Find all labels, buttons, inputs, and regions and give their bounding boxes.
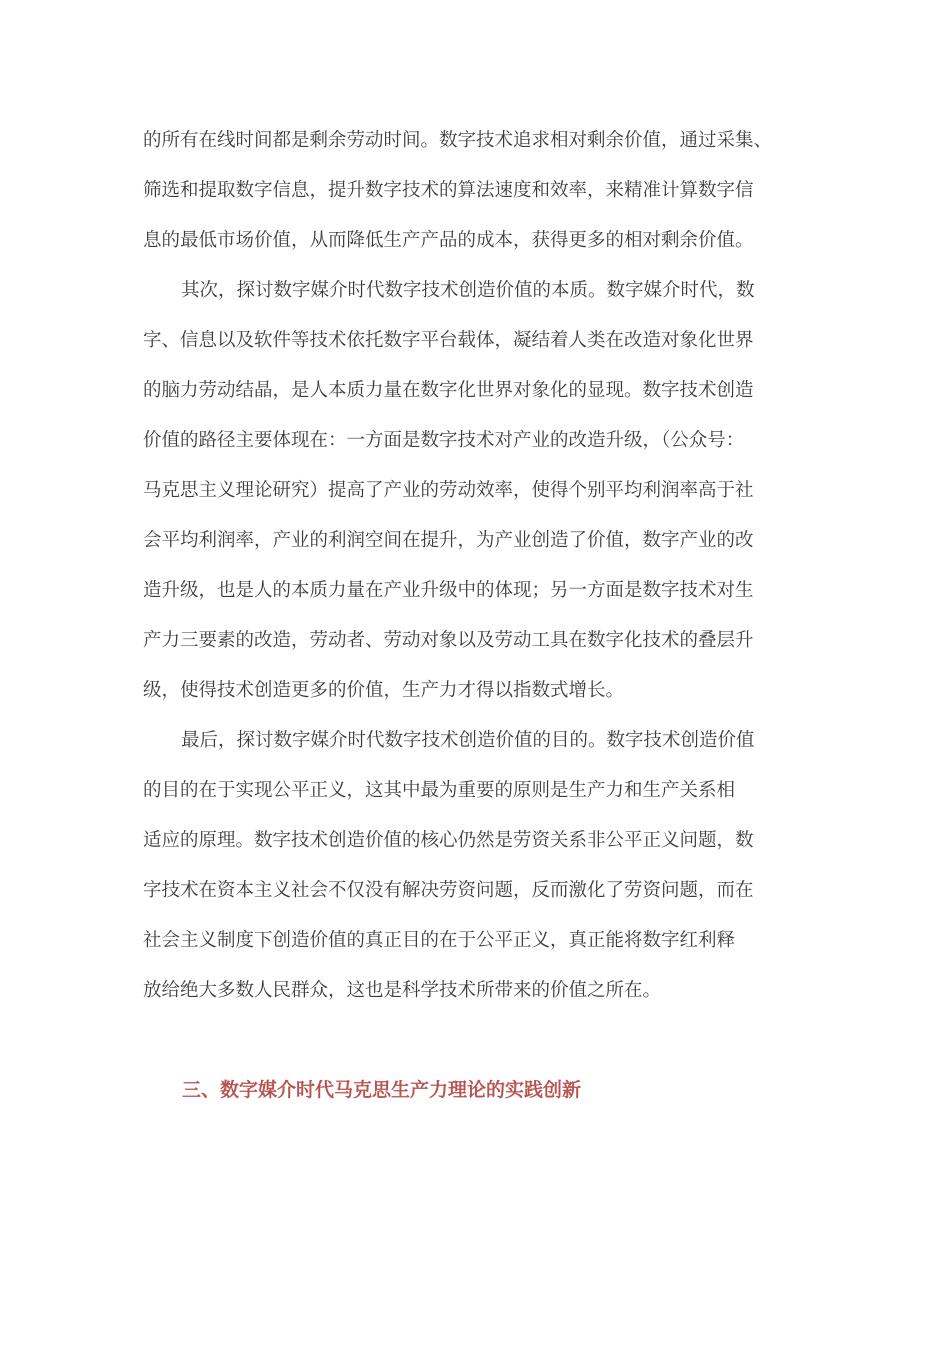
paragraph-1 [143, 116, 809, 266]
text-line: 息的最低市场价值，从而降低生产产品的成本，获得更多的相对剩余价值。 [143, 230, 754, 251]
article-body [143, 116, 809, 1016]
text-line: 社会主义制度下创造价值的真正目的在于公平正义，真正能将数字红利释 [143, 930, 736, 951]
text-line: 的目的在于实现公平正义，这其中最为重要的原则是生产力和生产关系相 [143, 780, 736, 801]
text-line: 的脑力劳动结晶，是人本质力量在数字化世界对象化的显现。数字技术创造 [143, 380, 754, 401]
text-line: 造升级，也是人的本质力量在产业升级中的体现；另一方面是数字技术对生 [143, 580, 754, 601]
text-line: 适应的原理。数字技术创造价值的核心仍然是劳资关系非公平正义问题，数 [143, 830, 754, 851]
text-line: 的所有在线时间都是剩余劳动时间。数字技术追求相对剩余价值，通过采集、 [143, 130, 773, 151]
text-line: 筛选和提取数字信息，提升数字技术的算法速度和效率，来精准计算数字信 [143, 180, 754, 201]
text-line: 放给绝大多数人民群众，这也是科学技术所带来的价值之所在。 [143, 980, 662, 1001]
text-line: 马克思主义理论研究）提高了产业的劳动效率，使得个别平均利润率高于社 [143, 480, 754, 501]
text-line: 级，使得技术创造更多的价值，生产力才得以指数式增长。 [143, 680, 625, 701]
text-line: 产力三要素的改造，劳动者、劳动对象以及劳动工具在数字化技术的叠层升 [143, 630, 754, 651]
text-line: 字、信息以及软件等技术依托数字平台载体，凝结着人类在改造对象化世界 [143, 330, 754, 351]
paragraph-2 [143, 266, 809, 716]
text-line: 最后，探讨数字媒介时代数字技术创造价值的目的。数字技术创造价值 [181, 730, 755, 751]
text-line: 其次，探讨数字媒介时代数字技术创造价值的本质。数字媒介时代，数 [181, 280, 755, 301]
text-line: 字技术在资本主义社会不仅没有解决劳资问题，反而激化了劳资问题，而在 [143, 880, 754, 901]
text-line: 会平均利润率，产业的利润空间在提升，为产业创造了价值，数字产业的改 [143, 530, 754, 551]
paragraph-3 [143, 716, 809, 1016]
text-line: 价值的路径主要体现在：一方面是数字技术对产业的改造升级，（公众号： [143, 430, 745, 451]
section-heading: 三、数字媒介时代马克思生产力理论的实践创新 [182, 1079, 582, 1101]
